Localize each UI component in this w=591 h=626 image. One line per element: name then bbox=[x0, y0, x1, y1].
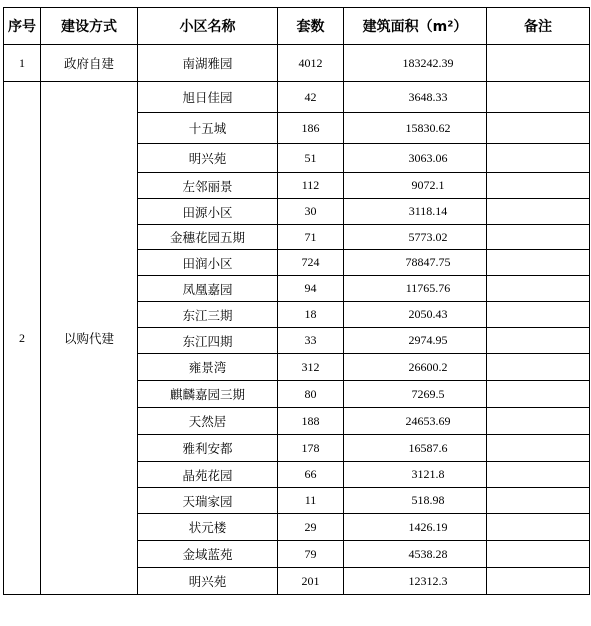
cell-community-name: 十五城 bbox=[138, 113, 278, 144]
cell-community-name: 南湖雅园 bbox=[138, 45, 278, 82]
header-row bbox=[4, 8, 590, 45]
table-row bbox=[4, 45, 590, 82]
cell-method: 政府自建 bbox=[41, 45, 138, 82]
cell-community-name: 明兴苑 bbox=[138, 568, 278, 595]
cell-units: 186 bbox=[278, 113, 344, 144]
cell-community-name: 东江四期 bbox=[138, 328, 278, 354]
cell-community-name: 左邻丽景 bbox=[138, 173, 278, 199]
cell-seq: 2 bbox=[4, 82, 41, 595]
cell-community-name: 雅利安都 bbox=[138, 435, 278, 462]
cell-community-name: 金域蓝苑 bbox=[138, 541, 278, 568]
cell-remark bbox=[487, 144, 590, 173]
cell-units: 30 bbox=[278, 199, 344, 225]
cell-units: 94 bbox=[278, 276, 344, 302]
cell-area: 7269.5 bbox=[344, 381, 487, 408]
cell-remark bbox=[487, 250, 590, 276]
cell-area: 2974.95 bbox=[344, 328, 487, 354]
cell-community-name: 田润小区 bbox=[138, 250, 278, 276]
cell-remark bbox=[487, 113, 590, 144]
cell-remark bbox=[487, 354, 590, 381]
cell-units: 42 bbox=[278, 82, 344, 113]
cell-units: 724 bbox=[278, 250, 344, 276]
cell-remark bbox=[487, 45, 590, 82]
cell-remark bbox=[487, 225, 590, 250]
cell-units: 79 bbox=[278, 541, 344, 568]
cell-remark bbox=[487, 568, 590, 595]
cell-units: 112 bbox=[278, 173, 344, 199]
cell-area: 15830.62 bbox=[344, 113, 487, 144]
cell-units: 71 bbox=[278, 225, 344, 250]
cell-community-name: 旭日佳园 bbox=[138, 82, 278, 113]
cell-remark bbox=[487, 199, 590, 225]
cell-remark bbox=[487, 435, 590, 462]
cell-remark bbox=[487, 276, 590, 302]
cell-area: 518.98 bbox=[344, 488, 487, 514]
cell-units: 29 bbox=[278, 514, 344, 541]
cell-units: 188 bbox=[278, 408, 344, 435]
cell-remark bbox=[487, 381, 590, 408]
cell-remark bbox=[487, 462, 590, 488]
cell-area: 24653.69 bbox=[344, 408, 487, 435]
cell-area: 183242.39 bbox=[344, 45, 487, 82]
cell-community-name: 天然居 bbox=[138, 408, 278, 435]
cell-seq: 1 bbox=[4, 45, 41, 82]
header-method: 建设方式 bbox=[41, 8, 138, 45]
cell-area: 3121.8 bbox=[344, 462, 487, 488]
header-name: 小区名称 bbox=[138, 8, 278, 45]
cell-community-name: 田源小区 bbox=[138, 199, 278, 225]
cell-units: 51 bbox=[278, 144, 344, 173]
cell-units: 66 bbox=[278, 462, 344, 488]
cell-remark bbox=[487, 514, 590, 541]
cell-remark bbox=[487, 408, 590, 435]
cell-remark bbox=[487, 541, 590, 568]
cell-community-name: 雍景湾 bbox=[138, 354, 278, 381]
cell-area: 5773.02 bbox=[344, 225, 487, 250]
housing-table bbox=[3, 7, 590, 595]
cell-units: 178 bbox=[278, 435, 344, 462]
cell-units: 80 bbox=[278, 381, 344, 408]
cell-community-name: 晶苑花园 bbox=[138, 462, 278, 488]
header-units: 套数 bbox=[278, 8, 344, 45]
cell-community-name: 麒麟嘉园三期 bbox=[138, 381, 278, 408]
cell-units: 33 bbox=[278, 328, 344, 354]
cell-remark bbox=[487, 328, 590, 354]
cell-area: 9072.1 bbox=[344, 173, 487, 199]
cell-method: 以购代建 bbox=[41, 82, 138, 595]
header-remark: 备注 bbox=[487, 8, 590, 45]
cell-area: 78847.75 bbox=[344, 250, 487, 276]
table-body bbox=[4, 45, 590, 595]
cell-remark bbox=[487, 302, 590, 328]
cell-remark bbox=[487, 173, 590, 199]
cell-area: 3063.06 bbox=[344, 144, 487, 173]
cell-area: 4538.28 bbox=[344, 541, 487, 568]
cell-remark bbox=[487, 82, 590, 113]
cell-units: 312 bbox=[278, 354, 344, 381]
cell-community-name: 金穗花园五期 bbox=[138, 225, 278, 250]
cell-area: 26600.2 bbox=[344, 354, 487, 381]
header-seq: 序号 bbox=[4, 8, 41, 45]
cell-community-name: 东江三期 bbox=[138, 302, 278, 328]
cell-area: 1426.19 bbox=[344, 514, 487, 541]
cell-community-name: 天瑞家园 bbox=[138, 488, 278, 514]
cell-units: 201 bbox=[278, 568, 344, 595]
cell-remark bbox=[487, 488, 590, 514]
cell-area: 3648.33 bbox=[344, 82, 487, 113]
cell-community-name: 凤凰嘉园 bbox=[138, 276, 278, 302]
cell-units: 4012 bbox=[278, 45, 344, 82]
header-area: 建筑面积（m²） bbox=[344, 8, 487, 45]
table-header bbox=[4, 8, 590, 45]
cell-area: 11765.76 bbox=[344, 276, 487, 302]
cell-area: 3118.14 bbox=[344, 199, 487, 225]
cell-community-name: 状元楼 bbox=[138, 514, 278, 541]
cell-community-name: 明兴苑 bbox=[138, 144, 278, 173]
cell-units: 11 bbox=[278, 488, 344, 514]
table-row bbox=[4, 82, 590, 113]
cell-units: 18 bbox=[278, 302, 344, 328]
cell-area: 12312.3 bbox=[344, 568, 487, 595]
cell-area: 2050.43 bbox=[344, 302, 487, 328]
cell-area: 16587.6 bbox=[344, 435, 487, 462]
